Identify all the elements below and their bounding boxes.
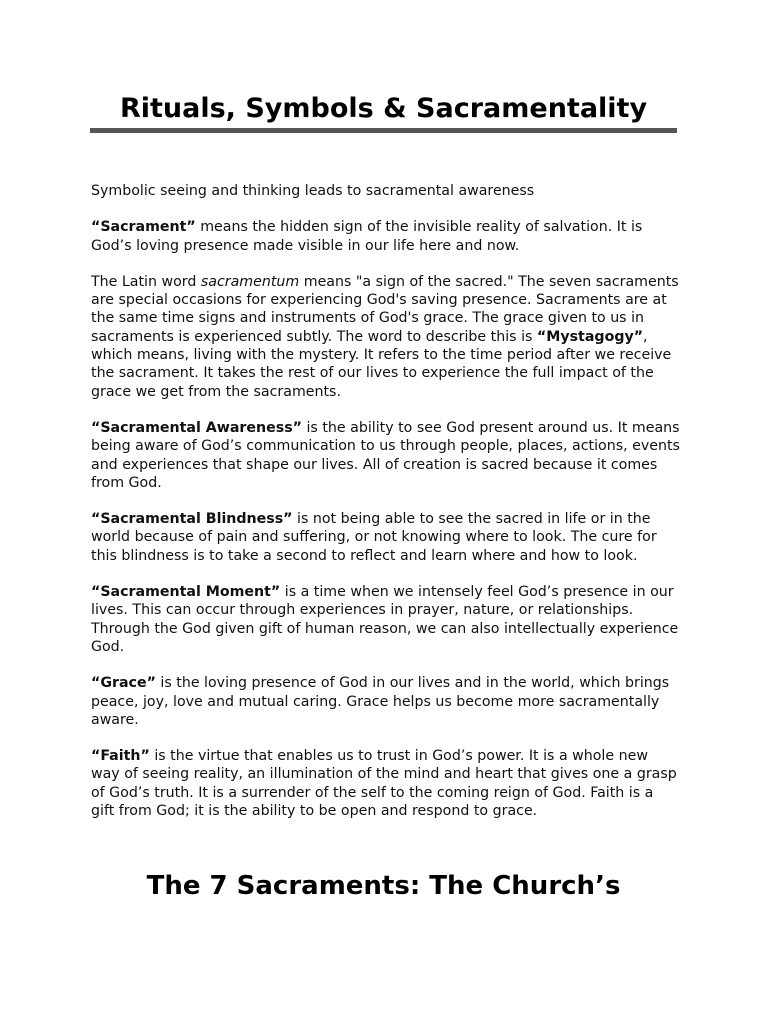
section-heading: The 7 Sacraments: The Church’s bbox=[146, 871, 621, 901]
awareness-definition bbox=[91, 419, 681, 492]
sacrament-definition bbox=[91, 218, 681, 255]
awareness-term: “Sacramental Awareness” bbox=[91, 419, 302, 436]
grace-definition bbox=[91, 674, 681, 729]
grace-term: “Grace” bbox=[91, 675, 156, 692]
blindness-definition bbox=[91, 510, 681, 565]
latin-paragraph bbox=[91, 273, 681, 401]
intro-paragraph: Symbolic seeing and thinking leads to sacramental awareness bbox=[91, 183, 535, 199]
latin-text-1: means "a sign of the sacred." The seven sacraments are special occasions for experiencing God's saving presence. Sacraments are at the same time signs and instruments of God's grace. The grace given to us in sacraments is experienced subtly. The word to describe this is bbox=[91, 273, 679, 345]
grace-text: is the loving presence of God in our lives and in the world, which brings peace, joy, love and mutual caring. Grace helps us become more sacramentally aware. bbox=[91, 675, 670, 728]
latin-lead: The Latin word bbox=[91, 273, 201, 290]
latin-text-2: , which means, living with the mystery. It refers to the time period after we receive the sacrament. It takes the rest of our lives to experience the full impact of the grace we get from the sacraments. bbox=[91, 328, 672, 400]
moment-text: is a time when we intensely feel God’s presence in our lives. This can occur through experiences in prayer, nature, or relationships. Through the God given gift of human reason, we can also intellectually experience God. bbox=[91, 584, 679, 655]
moment-definition bbox=[91, 583, 681, 656]
blindness-term: “Sacramental Blindness” bbox=[91, 511, 293, 528]
page-title: Rituals, Symbols & Sacramentality bbox=[119, 93, 648, 124]
moment-term: “Sacramental Moment” bbox=[91, 584, 281, 601]
faith-definition bbox=[91, 747, 681, 820]
document-body bbox=[91, 182, 681, 838]
blindness-text: is not being able to see the sacred in life or in the world because of pain and suffering, or not knowing where to look. The cure for this blindness is to take a second to reflect and learn where and how to look. bbox=[91, 511, 657, 564]
faith-text: is the virtue that enables us to trust in God’s power. It is a whole new way of seeing reality, an illumination of the mind and heart that gives one a grasp of God’s truth. It is a surrender of the self to the coming reign of God. Faith is a gift from God; it is the ability to be open and respond to grace. bbox=[91, 748, 677, 820]
latin-word: sacramentum bbox=[200, 273, 300, 290]
sacrament-text: means the hidden sign of the invisible reality of salvation. It is God’s loving presence made visible in our life here and now. bbox=[91, 219, 643, 254]
faith-term: “Faith” bbox=[91, 748, 150, 765]
sacrament-term: “Sacrament” bbox=[91, 219, 196, 236]
awareness-text: is the ability to see God present around us. It means being aware of God’s communication to us through people, places, actions, events and experiences that shape our lives. All of creation is sacred because it comes from God. bbox=[91, 419, 680, 491]
title-underline bbox=[90, 128, 677, 133]
mystagogy-term: “Mystagogy” bbox=[536, 328, 644, 345]
